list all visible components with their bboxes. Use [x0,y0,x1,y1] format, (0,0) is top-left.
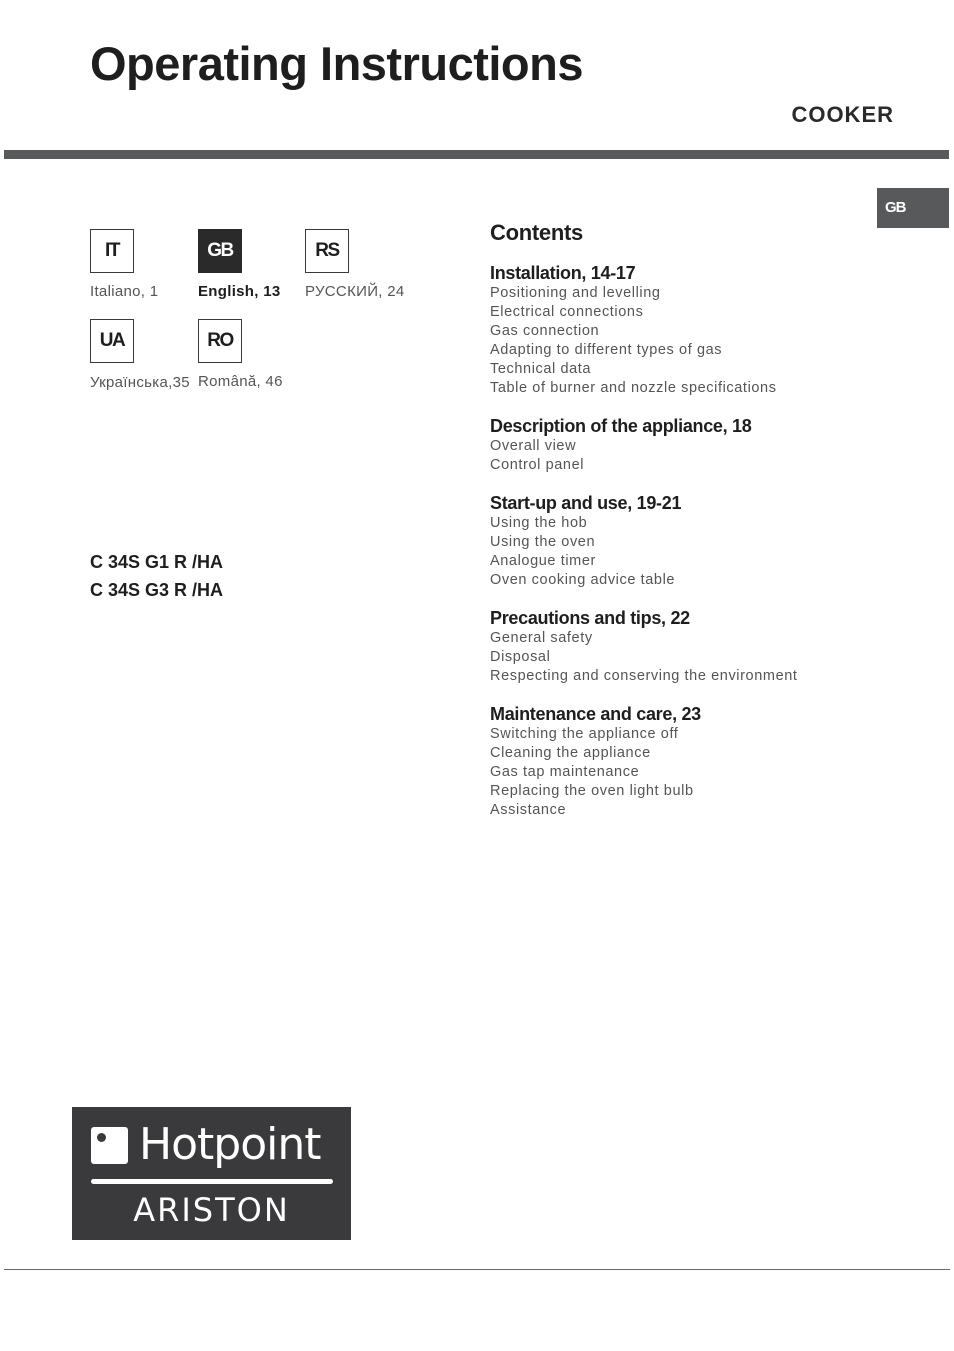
list-item[interactable]: Respecting and conserving the environment [490,668,798,684]
list-item[interactable]: General safety [490,630,593,646]
logo-wordmark-bottom: ARISTON [133,1191,290,1229]
list-item[interactable]: Disposal [490,649,551,665]
lang-box-it[interactable]: IT [90,229,134,273]
brand-logo [72,1107,351,1240]
contents-title: Contents [490,220,583,245]
lang-label-rs: РУССКИЙ, 24 [305,283,405,300]
list-item[interactable]: Gas tap maintenance [490,764,640,780]
section-title[interactable]: Installation, 14-17 [490,263,636,283]
list-item[interactable]: Oven cooking advice table [490,572,676,588]
list-item[interactable]: Assistance [490,802,567,818]
logo-mark-icon [91,1127,128,1164]
logo-divider [91,1179,333,1184]
section-title[interactable]: Start-up and use, 19-21 [490,493,682,513]
lang-box-gb[interactable]: GB [198,229,242,273]
list-item[interactable]: Gas connection [490,323,600,339]
lang-label-gb: English, 13 [198,283,281,300]
section-installation [490,262,870,398]
section-description [490,415,870,475]
product-type: COOKER [791,102,894,127]
table-of-contents [490,220,870,837]
model-number-2: C 34S G3 R /HA [90,580,224,600]
lang-label-it: Italiano, 1 [90,283,159,300]
footer-rule [4,1269,950,1270]
list-item[interactable]: Technical data [490,361,592,377]
section-maintenance [490,703,870,820]
logo-wordmark-top: Hotpoint [139,1119,321,1170]
list-item[interactable]: Positioning and levelling [490,285,661,301]
language-tab: GB [877,188,949,228]
list-item[interactable]: Cleaning the appliance [490,745,651,761]
list-item[interactable]: Replacing the oven light bulb [490,783,694,799]
list-item[interactable]: Using the hob [490,515,588,531]
list-item[interactable]: Analogue timer [490,553,596,569]
section-title[interactable]: Description of the appliance, 18 [490,416,752,436]
list-item[interactable]: Electrical connections [490,304,644,320]
header-rule [4,150,949,159]
lang-label-ua: Українська,35 [90,374,190,391]
list-item[interactable]: Adapting to different types of gas [490,342,723,358]
list-item[interactable]: Control panel [490,457,585,473]
lang-label-ro: Română, 46 [198,373,283,390]
section-title[interactable]: Precautions and tips, 22 [490,608,690,628]
list-item[interactable]: Using the oven [490,534,596,550]
lang-box-ro[interactable]: RO [198,319,242,363]
list-item[interactable]: Overall view [490,438,577,454]
list-item[interactable]: Table of burner and nozzle specifications [490,380,777,396]
model-number-1: C 34S G1 R /HA [90,552,224,572]
lang-box-rs[interactable]: RS [305,229,349,273]
page-title: Operating Instructions [90,37,583,90]
section-title[interactable]: Maintenance and care, 23 [490,704,701,724]
section-precautions [490,607,870,686]
section-start-up [490,492,870,590]
list-item[interactable]: Switching the appliance off [490,726,679,742]
lang-box-ua[interactable]: UA [90,319,134,363]
